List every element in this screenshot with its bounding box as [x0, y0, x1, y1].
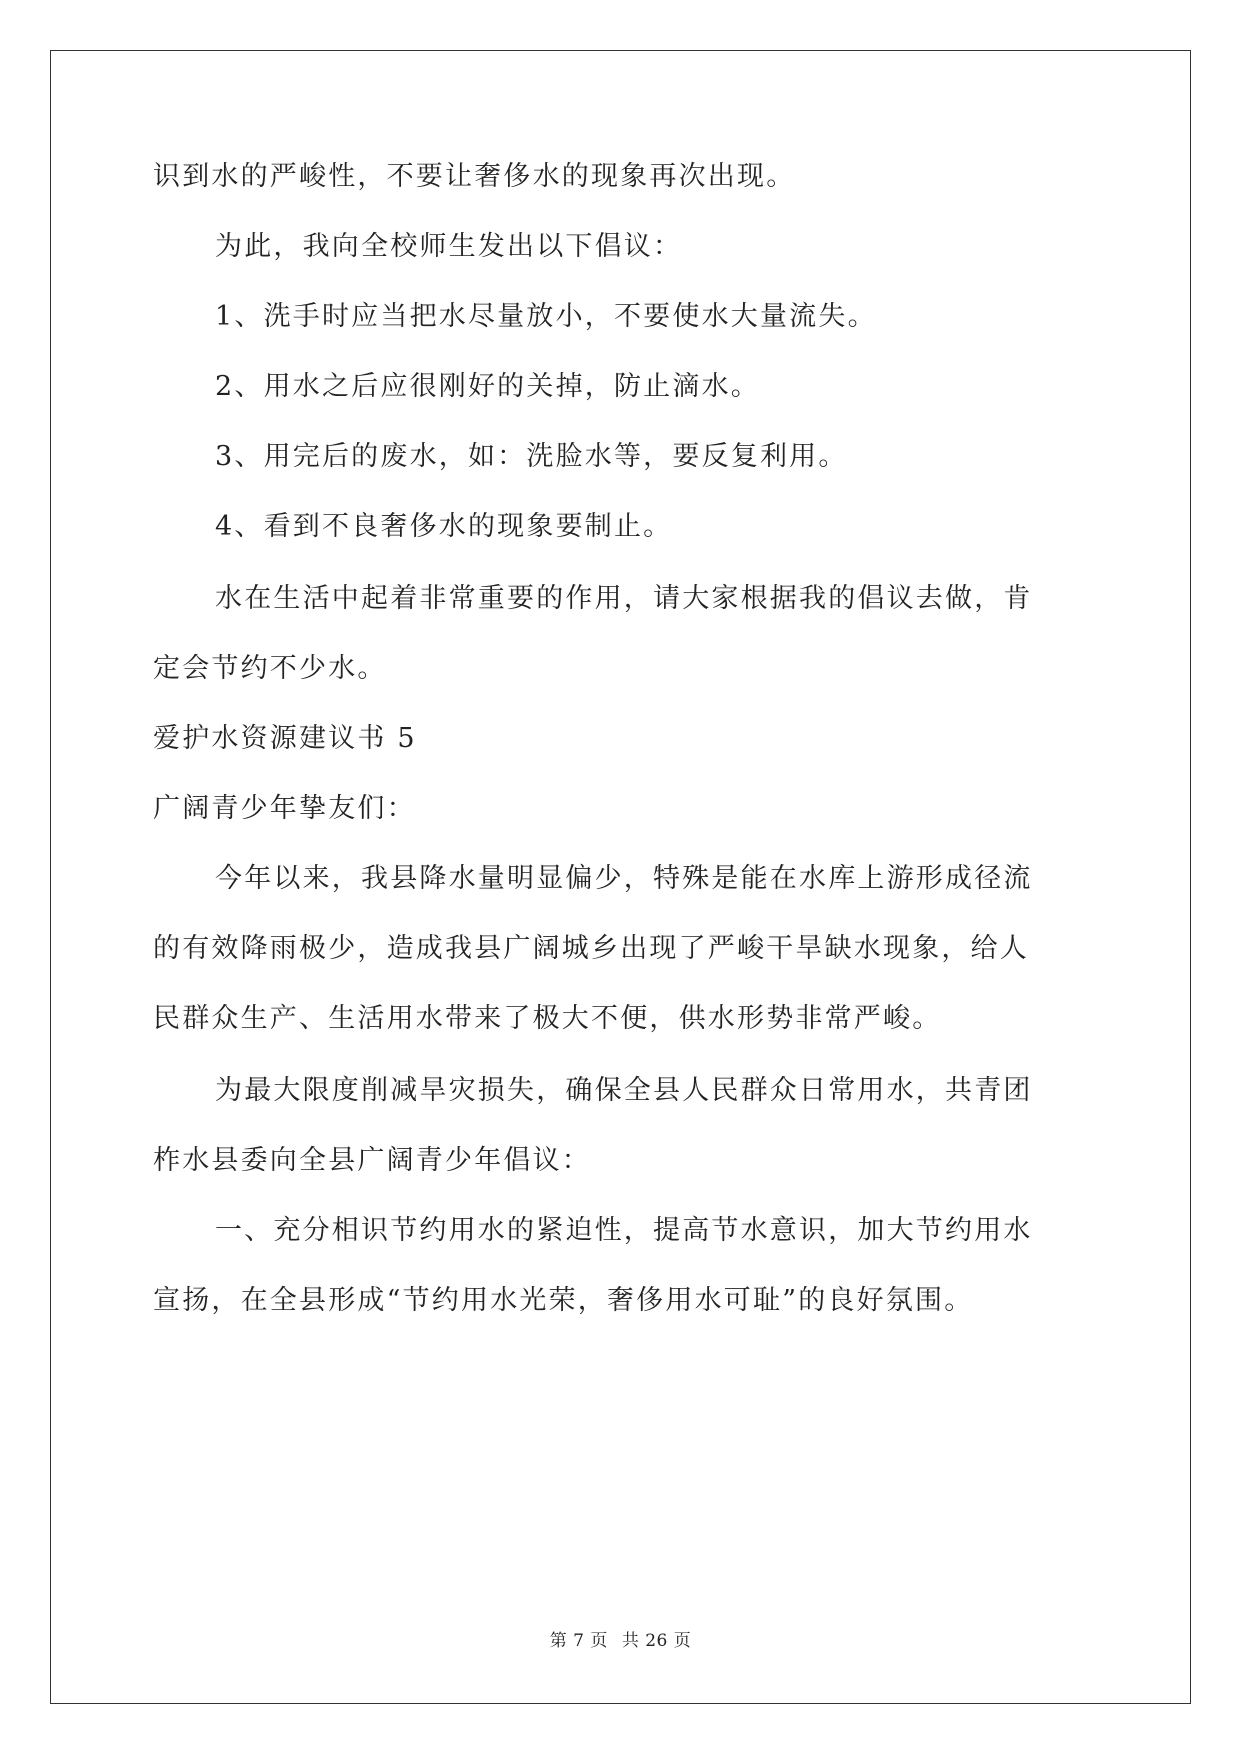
text-line: 柞水县委向全县广阔青少年倡议：: [153, 1145, 591, 1176]
text-line: 水在生活中起着非常重要的作用，请大家根据我的倡议去做，肯: [215, 583, 1033, 614]
text-line: 为此，我向全校师生发出以下倡议：: [215, 231, 683, 262]
list-item: 4、看到不良奢侈水的现象要制止。: [215, 511, 673, 542]
page-number: 第 7 页: [549, 1631, 608, 1651]
list-item: 1、洗手时应当把水尽量放小，不要使水大量流失。: [215, 301, 877, 332]
text-line: 识到水的严峻性，不要让奢侈水的现象再次出现。: [153, 161, 796, 192]
text-line: 的有效降雨极少，造成我县广阔城乡出现了严峻干旱缺水现象，给人: [153, 933, 1029, 964]
list-item: 2、用水之后应很刚好的关掉，防止滴水。: [215, 371, 760, 402]
page-footer: [0, 1626, 1241, 1651]
text-line: 民群众生产、生活用水带来了极大不便，供水形势非常严峻。: [153, 1003, 942, 1034]
text-line: 定会节约不少水。: [153, 653, 387, 684]
text-line: 今年以来，我县降水量明显偏少，特殊是能在水库上游形成径流: [215, 863, 1033, 894]
salutation: 广阔青少年挚友们：: [153, 793, 416, 824]
section-title: 爱护水资源建议书 5: [153, 723, 417, 754]
page-total: 共 26 页: [621, 1631, 692, 1651]
text-line: 为最大限度削减旱灾损失，确保全县人民群众日常用水，共青团: [215, 1075, 1033, 1106]
text-line: 一、充分相识节约用水的紧迫性，提高节水意识，加大节约用水: [215, 1215, 1033, 1246]
list-item: 3、用完后的废水，如：洗脸水等，要反复利用。: [215, 441, 848, 472]
text-line: 宣扬，在全县形成“节约用水光荣，奢侈用水可耻”的良好氛围。: [153, 1285, 974, 1316]
